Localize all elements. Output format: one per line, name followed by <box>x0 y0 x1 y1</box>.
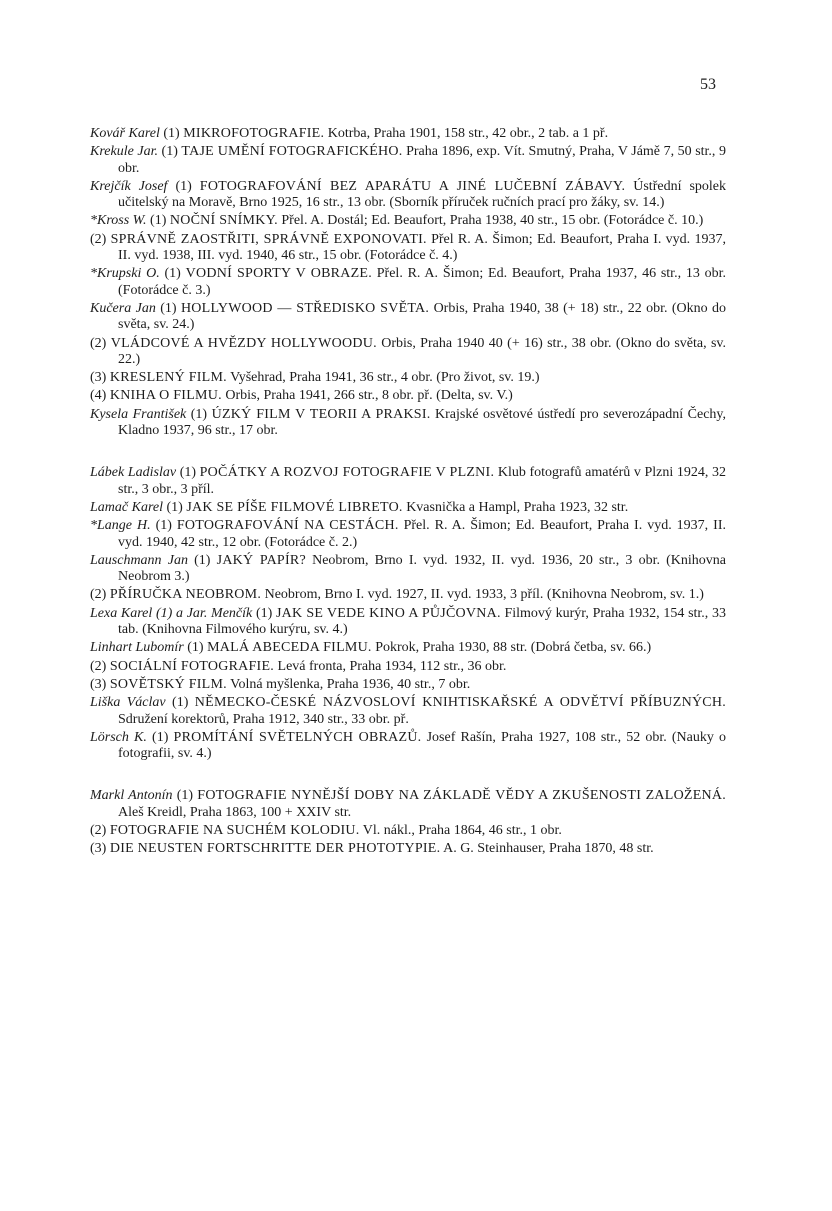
entry-title: HOLLYWOOD — STŘEDISKO SVĚTA. <box>180 300 430 316</box>
entry-title: JAK SE VEDE KINO A PŮJČOVNA. <box>275 605 501 621</box>
entry-author: Krekule Jar. <box>90 144 158 160</box>
entry-number: (1) <box>172 695 189 711</box>
entry-author: Lábek Ladislav <box>90 465 177 481</box>
bibliography-entry <box>90 179 726 212</box>
entry-author: Lamač Karel <box>90 499 163 515</box>
entry-title: DIE NEUSTEN FORTSCHRITTE DER PHOTOTYPIE. <box>109 841 441 857</box>
entry-author: Lauschmann Jan <box>90 552 188 568</box>
bibliography-entry <box>90 553 726 586</box>
entry-number: (3) <box>90 841 107 857</box>
bibliography-entry <box>90 518 726 551</box>
entry-author: Linhart Lubomír <box>90 640 184 656</box>
entry-title: POČÁTKY A ROZVOJ FOTOGRAFIE V PLZNI. <box>199 465 495 481</box>
entry-number: (1) <box>179 465 197 481</box>
bibliography-sub-entry <box>90 823 726 839</box>
bibliography-entry <box>90 465 726 498</box>
entry-number: (2) <box>90 587 107 603</box>
entry-author: Markl Antonín <box>90 788 173 804</box>
entry-number: (1) <box>160 300 177 316</box>
entry-title: PROMÍTÁNÍ SVĚTELNÝCH OBRAZŮ. <box>173 729 422 745</box>
entry-number: (1) <box>194 552 211 568</box>
entry-number: (1) <box>166 499 183 515</box>
entry-details: Přel. R. A. Šimon; Ed. Beaufort, Praha 1937, 46 str., 13 obr. (Fotorádce č. 3.) <box>118 266 727 298</box>
entry-details: Klub fotografů amatérů v Plzni 1924, 32 str., 3 obr., 3 příl. <box>118 465 726 497</box>
entry-number: (1) <box>176 788 194 804</box>
entry-details: Přel R. A. Šimon; Ed. Beaufort, Praha I. vyd. 1937, II. vyd. 1938, III. vyd. 1940, 46 str., 15 obr. (Fotorádce č. 4.) <box>118 231 726 264</box>
entry-number: (1) <box>175 178 192 194</box>
entry-title: JAKÝ PAPÍR? <box>216 552 306 568</box>
bibliography-entry <box>90 730 726 763</box>
entry-details: Kotrba, Praha 1901, 158 str., 42 obr., 2 tab. a 1 př. <box>327 126 609 141</box>
bibliography-list <box>90 126 726 884</box>
entry-title: FOTOGRAFIE NYNĚJŠÍ DOBY NA ZÁKLADĚ VĚDY A ZKUŠENOSTI ZALOŽENÁ. <box>197 788 727 804</box>
entry-number: (1) <box>255 605 273 621</box>
bibliography-entry <box>90 213 726 229</box>
entry-details: Kvasnička a Hampl, Praha 1923, 32 str. <box>406 499 629 515</box>
entry-title: MALÁ ABECEDA FILMU. <box>207 640 372 656</box>
entry-author: *Kross W. <box>90 213 147 229</box>
bibliography-entry <box>90 407 726 440</box>
bibliography-entry <box>90 126 726 142</box>
bibliography-sub-entry <box>90 370 726 386</box>
bibliography-section <box>90 126 726 439</box>
page-number: 53 <box>700 76 716 93</box>
entry-number: (2) <box>90 335 107 351</box>
bibliography-section <box>90 465 726 762</box>
entry-author: *Krupski O. <box>90 266 160 282</box>
bibliography-sub-entry <box>90 587 726 603</box>
bibliography-section <box>90 788 726 857</box>
bibliography-entry <box>90 500 726 516</box>
entry-title: VODNÍ SPORTY V OBRAZE. <box>185 266 372 282</box>
bibliography-sub-entry <box>90 659 726 675</box>
bibliography-sub-entry <box>90 841 726 857</box>
entry-details: Vyšehrad, Praha 1941, 36 str., 4 obr. (Pro život, sv. 19.) <box>230 370 540 386</box>
entry-title: VLÁDCOVÉ A HVĚZDY HOLLYWOODU. <box>110 335 377 351</box>
entry-title: TAJE UMĚNÍ FOTOGRAFICKÉHO. <box>181 144 403 160</box>
entry-number: (1) <box>152 729 169 745</box>
entry-title: SOCIÁLNÍ FOTOGRAFIE. <box>109 658 275 674</box>
entry-details: Přel. R. A. Šimon; Ed. Beaufort, Praha I. vyd. 1937, II. vyd. 1940, 42 str., 12 obr. (Fotorádce č. 2.) <box>118 518 726 550</box>
entry-number: (1) <box>163 126 180 141</box>
entry-title: KNIHA O FILMU. <box>109 388 222 404</box>
entry-title: FOTOGRAFOVÁNÍ NA CESTÁCH. <box>176 518 399 534</box>
entry-details: Krajské osvětové ústředí pro severozápadní Čechy, Kladno 1937, 96 str., 17 obr. <box>118 406 727 439</box>
bibliography-entry <box>90 301 726 334</box>
entry-author: Lörsch K. <box>90 729 147 745</box>
entry-title: FOTOGRAFOVÁNÍ BEZ APARÁTU A JINÉ LUČEBNÍ ZÁBAVY. <box>199 178 626 194</box>
entry-details: Neobrom, Brno I. vyd. 1927, II. vyd. 1933, 3 příl. (Knihovna Neobrom, sv. 1.) <box>264 587 704 603</box>
entry-number: (3) <box>90 370 107 386</box>
entry-title: NĚMECKO-ČESKÉ NÁZVOSLOVÍ KNIHTISKAŘSKÉ A ODVĚTVÍ PŘÍBUZNÝCH. <box>194 695 727 711</box>
entry-number: (1) <box>190 406 208 422</box>
entry-title: FOTOGRAFIE NA SUCHÉM KOLODIU. <box>109 822 360 838</box>
entry-title: PŘÍRUČKA NEOBROM. <box>109 587 262 603</box>
entry-details: Orbis, Praha 1940, 38 (+ 18) str., 22 obr. (Okno do světa, sv. 24.) <box>118 300 727 333</box>
bibliography-entry <box>90 144 726 177</box>
entry-title: MIKROFOTOGRAFIE. <box>183 126 325 141</box>
entry-details: Praha 1896, exp. Vít. Smutný, Praha, V Jámě 7, 50 str., 9 obr. <box>118 144 726 176</box>
entry-details: Vl. nákl., Praha 1864, 46 str., 1 obr. <box>362 822 562 838</box>
entry-title: JAK SE PÍŠE FILMOVÉ LIBRETO. <box>186 499 403 515</box>
entry-number: (1) <box>150 213 167 229</box>
bibliography-sub-entry <box>90 677 726 693</box>
bibliography-sub-entry <box>90 336 726 369</box>
entry-author: *Lange H. <box>90 518 151 534</box>
entry-number: (3) <box>90 676 107 692</box>
entry-details: Sdružení korektorů, Praha 1912, 340 str., 33 obr. př. <box>118 711 409 727</box>
entry-number: (2) <box>90 658 107 674</box>
entry-author: Kysela František <box>90 406 187 422</box>
entry-number: (4) <box>90 388 107 404</box>
entry-number: (2) <box>90 231 107 247</box>
entry-title: SPRÁVNĚ ZAOSTŘITI, SPRÁVNĚ EXPONOVATI. <box>110 231 427 247</box>
entry-number: (1) <box>161 144 178 160</box>
entry-details: Levá fronta, Praha 1934, 112 str., 36 obr. <box>277 658 507 674</box>
entry-number: (1) <box>187 640 204 656</box>
entry-number: (1) <box>164 266 181 282</box>
entry-title: ÚZKÝ FILM V TEORII A PRAKSI. <box>211 406 431 422</box>
entry-author: Kovář Karel <box>90 126 160 141</box>
bibliography-sub-entry <box>90 232 726 265</box>
bibliography-entry <box>90 606 726 639</box>
entry-author: Kučera Jan <box>90 300 156 316</box>
entry-title: NOČNÍ SNÍMKY. <box>169 213 278 229</box>
entry-number: (1) <box>155 518 172 534</box>
entry-details: Josef Rašín, Praha 1927, 108 str., 52 obr. (Nauky o fotografii, sv. 4.) <box>118 729 727 762</box>
entry-title: SOVĚTSKÝ FILM. <box>109 676 227 692</box>
entry-details: Volná myšlenka, Praha 1936, 40 str., 7 obr. <box>230 676 471 692</box>
bibliography-entry <box>90 695 726 728</box>
entry-details: A. G. Steinhauser, Praha 1870, 48 str. <box>443 841 654 857</box>
entry-details: Orbis, Praha 1940 40 (+ 16) str., 38 obr. (Okno do světa, sv. 22.) <box>118 335 727 367</box>
entry-details: Ústřední spolek učitelský na Moravě, Brno 1925, 16 str., 13 obr. (Sborník příruček ručních prací pro žáky, sv. 14.) <box>118 178 727 211</box>
entry-author: Lexa Karel (1) a Jar. Menčík <box>90 605 253 621</box>
entry-title: KRESLENÝ FILM. <box>109 370 227 386</box>
entry-author: Liška Václav <box>90 695 166 711</box>
entry-details: Orbis, Praha 1941, 266 str., 8 obr. př. (Delta, sv. V.) <box>225 388 513 404</box>
bibliography-entry <box>90 640 726 656</box>
entry-number: (2) <box>90 822 107 838</box>
bibliography-sub-entry <box>90 388 726 404</box>
entry-author: Krejčík Josef <box>90 178 168 194</box>
bibliography-entry <box>90 266 726 299</box>
entry-details: Aleš Kreidl, Praha 1863, 100 + XXIV str. <box>118 804 352 820</box>
entry-details: Přel. A. Dostál; Ed. Beaufort, Praha 1938, 40 str., 15 obr. (Fotorádce č. 10.) <box>281 213 704 229</box>
entry-details: Neobrom, Brno I. vyd. 1932, II. vyd. 1936, 20 str., 3 obr. (Knihovna Neobrom 3.) <box>118 552 727 585</box>
entry-details: Pokrok, Praha 1930, 88 str. (Dobrá četba, sv. 66.) <box>375 640 652 656</box>
entry-details: Filmový kurýr, Praha 1932, 154 str., 33 tab. (Knihovna Filmového kurýru, sv. 4.) <box>118 605 726 638</box>
bibliography-entry <box>90 788 726 821</box>
